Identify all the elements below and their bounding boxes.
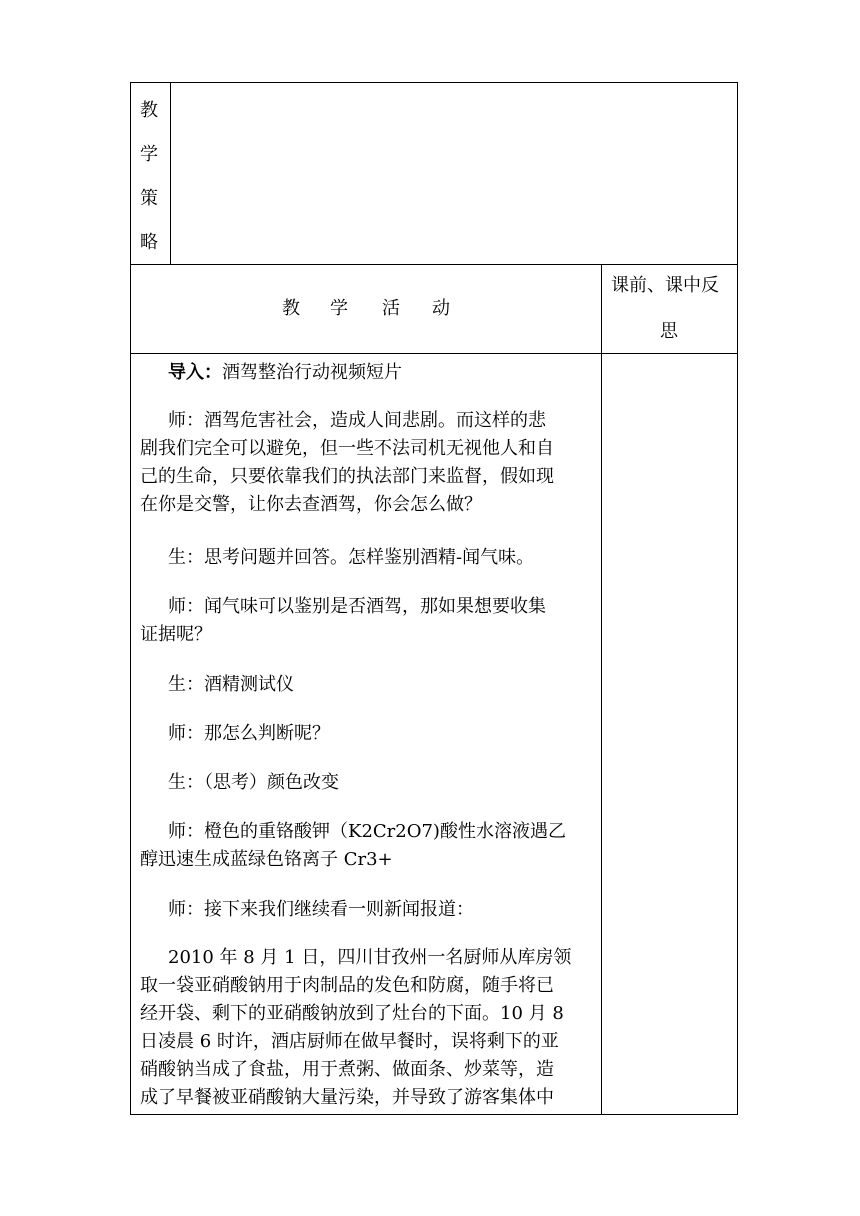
text-line: 经开袋、剩下的亚硝酸钠放到了灶台的下面。10 月 8 (140, 1003, 564, 1024)
text-line: 师：接下来我们继续看一则新闻报道： (168, 899, 474, 920)
strategy-char: 学 (140, 144, 158, 165)
text-line: 取一袋亚硝酸钠用于肉制品的发色和防腐，随手将已 (140, 975, 554, 996)
reflection-header-line2: 思 (660, 321, 678, 342)
paragraph-5 (140, 720, 595, 748)
paragraph-3 (140, 593, 595, 649)
text-line: 生：思考问题并回答。怎样鉴别酒精-闻气味。 (168, 547, 535, 568)
text-line: 生：酒精测试仪 (168, 674, 294, 695)
text-line: 醇迅速生成蓝绿色铬离子 Cr3+ (140, 849, 393, 870)
text-line: 在你是交警，让你去查酒驾，你会怎么做？ (140, 494, 482, 515)
text-line: 硝酸钠当成了食盐，用于煮粥、做面条、炒菜等，造 (140, 1059, 554, 1080)
strategy-char: 略 (140, 232, 158, 253)
text-line: 师：酒驾危害社会，造成人间悲剧。而这样的悲 (168, 410, 546, 431)
text-line: 成了早餐被亚硝酸钠大量污染，并导致了游客集体中 (140, 1087, 554, 1108)
paragraph-6 (140, 769, 595, 797)
intro-paragraph (140, 359, 595, 387)
intro-text: 酒驾整治行动视频短片 (222, 362, 402, 383)
text-line: 师：那怎么判断呢？ (168, 723, 330, 744)
text-line: 证据呢？ (140, 624, 212, 645)
paragraph-7 (140, 818, 595, 874)
text-line: 己的生命，只要依靠我们的执法部门来监督，假如现 (140, 466, 554, 487)
text-line: 2010 年 8 月 1 日，四川甘孜州一名厨师从库房领 (168, 947, 572, 968)
activity-title-char: 学 (330, 298, 348, 319)
paragraph-2 (140, 544, 595, 572)
intro-label: 导入： (168, 362, 222, 383)
paragraph-9 (140, 944, 595, 1112)
reflection-header-line1: 课前、课中反 (611, 275, 719, 296)
activity-title-char: 活 (382, 298, 400, 319)
strategy-char: 教 (140, 100, 158, 121)
text-line: 日凌晨 6 时许，酒店厨师在做早餐时，误将剩下的亚 (140, 1031, 559, 1052)
paragraph-8 (140, 896, 595, 924)
paragraph-1 (140, 407, 595, 519)
activity-title-char: 动 (432, 298, 450, 319)
text-line: 师：橙色的重铬酸钾（K2Cr2O7)酸性水溶液遇乙 (168, 821, 566, 842)
strategy-char: 策 (140, 188, 158, 209)
text-line: 剧我们完全可以避免，但一些不法司机无视他人和自 (140, 438, 554, 459)
text-line: 师：闻气味可以鉴别是否酒驾，那如果想要收集 (168, 596, 546, 617)
text-line: 生：（思考）颜色改变 (168, 772, 339, 793)
activity-title-char: 教 (282, 298, 300, 319)
paragraph-4 (140, 671, 595, 699)
